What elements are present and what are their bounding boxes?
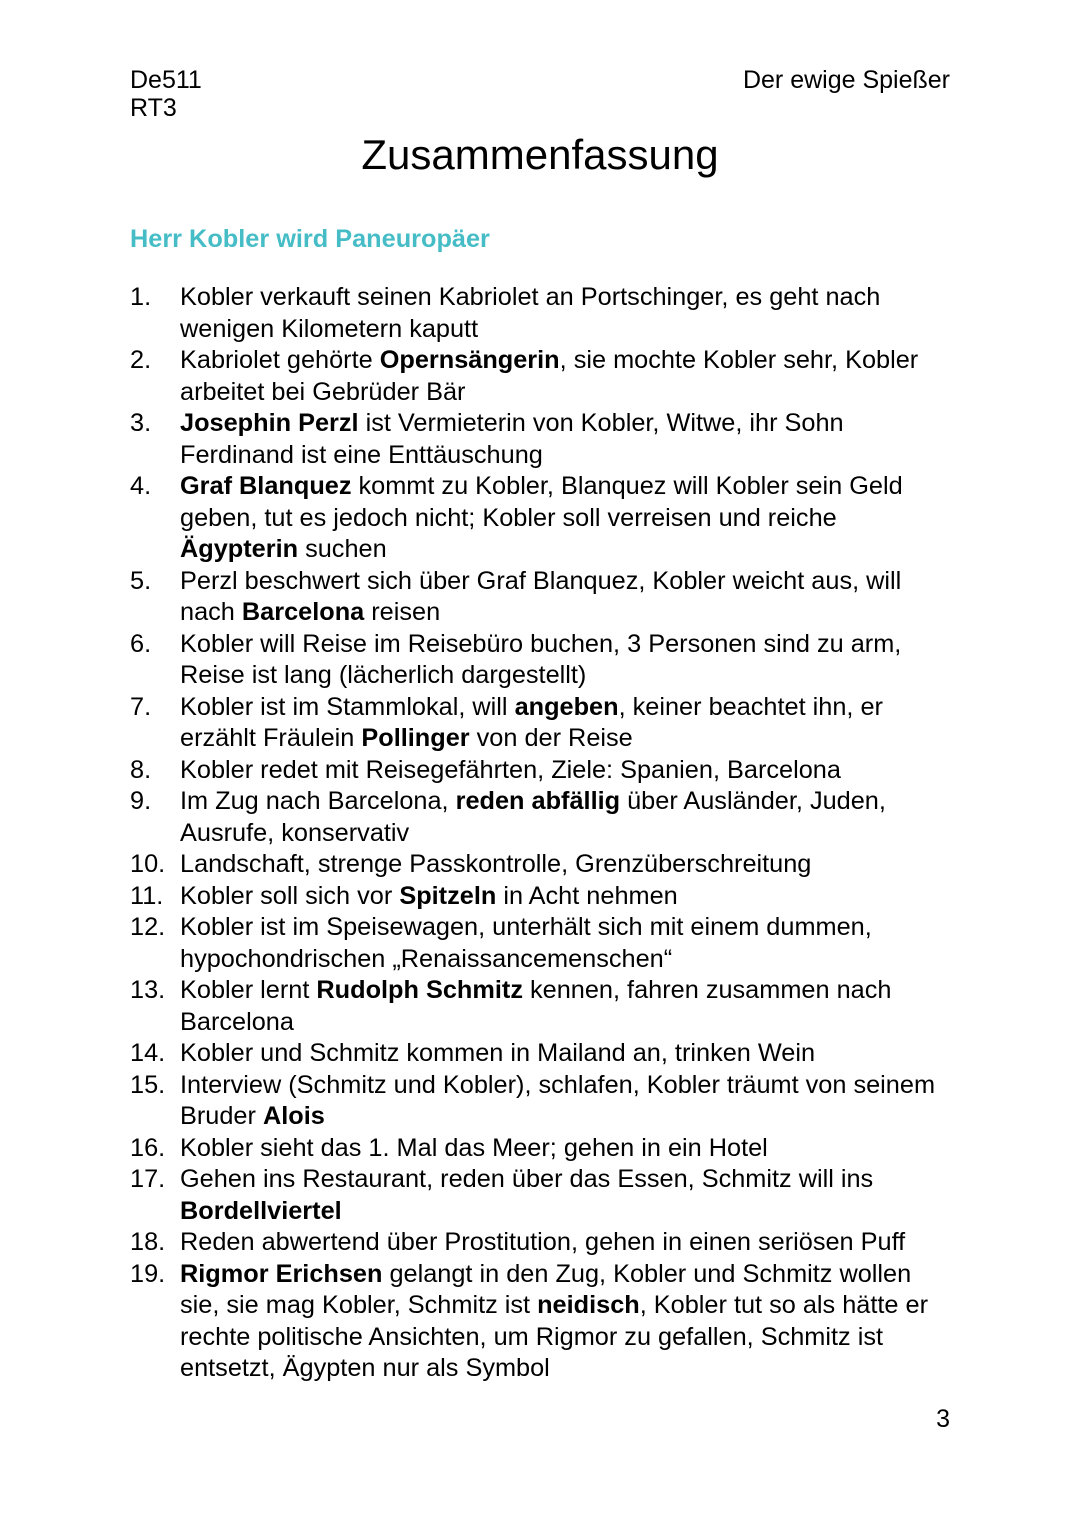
item-highlight: Ägypterin [180,535,299,563]
item-text: erzählt Fräulein [180,724,362,752]
item-line [180,1196,950,1228]
item-number: 7. [130,692,152,721]
item-line [180,881,950,913]
item-line [180,944,950,976]
item-body [180,849,950,881]
item-body [180,881,950,913]
item-line [180,755,950,787]
item-number: 9. [130,787,152,815]
item-body [180,345,950,408]
item-text: Im Zug nach Barcelona, [180,787,456,815]
list-item [130,471,950,566]
item-highlight: Rudolph Schmitz [316,976,523,1004]
list-item [130,912,950,975]
item-body [180,408,950,471]
list-item [130,692,950,755]
item-body [180,1259,950,1385]
item-highlight: Alois [262,1102,325,1130]
item-number: 6. [130,629,152,658]
item-highlight: angeben [514,692,619,721]
list-item [130,345,950,408]
item-text: nach [180,598,242,626]
item-number: 1. [130,283,152,311]
item-text: , keiner beachtet ihn, er [618,692,883,721]
item-number: 13. [130,976,166,1004]
item-line [180,314,950,346]
list-item [130,786,950,849]
item-text: Kobler redet mit Reisegefährten, Ziele: Spanien, Barcelona [180,755,841,784]
item-body [180,975,950,1038]
item-text: von der Reise [469,724,633,752]
page-number: 3 [936,1405,950,1433]
item-body [180,1070,950,1133]
list-item [130,849,950,881]
item-number: 17. [130,1165,166,1193]
item-text: Kobler und Schmitz kommen in Mailand an, trinken Wein [180,1039,816,1067]
item-line [180,912,950,944]
item-text: Reden abwertend über Prostitution, gehen in einen seriösen Puff [180,1228,906,1256]
item-line [180,471,950,503]
item-text: Kobler will Reise im Reisebüro buchen, 3 Personen sind zu arm, [180,629,902,658]
item-body [180,786,950,849]
item-number: 11. [130,881,164,910]
item-text: , Kobler tut so als hätte er [639,1291,928,1319]
item-body [180,282,950,345]
item-text: wenigen Kilometern kaputt [180,314,479,343]
item-text: gelangt in den Zug, Kobler und Schmitz wollen [382,1259,912,1288]
item-text: Landschaft, strenge Passkontrolle, Grenzüberschreitung [180,850,812,878]
item-text: Bruder [180,1102,263,1130]
item-text: Ausrufe, konservativ [180,818,410,847]
item-text: über Ausländer, Juden, [620,787,886,815]
item-body [180,1133,950,1165]
item-line [180,660,950,692]
item-body [180,692,950,755]
item-number: 15. [130,1070,166,1099]
work-title: Der ewige Spießer [742,66,950,94]
item-line [180,566,950,598]
item-number: 12. [130,913,166,941]
item-number: 4. [130,472,152,500]
item-number: 8. [130,755,152,784]
list-item [130,282,950,345]
item-highlight: neidisch [537,1291,640,1319]
item-line [180,1133,950,1165]
list-item [130,408,950,471]
item-highlight: reden abfällig [455,787,621,815]
item-text: Kobler soll sich vor [180,881,400,910]
list-item [130,881,950,913]
summary-list [130,282,950,1385]
item-text: ist Vermieterin von Kobler, Witwe, ihr Sohn [358,409,844,437]
item-text: entsetzt, Ägypten nur als Symbol [180,1354,550,1382]
item-line [180,1101,950,1133]
item-text: in Acht nehmen [496,881,678,910]
item-text: Kobler ist im Speisewagen, unterhält sich mit einem dummen, [180,913,872,941]
item-highlight: Opernsängerin [379,346,560,374]
item-line [180,692,950,724]
list-item [130,629,950,692]
page-title: Zusammenfassung [361,131,719,178]
item-line [180,534,950,566]
item-line [180,975,950,1007]
item-body [180,629,950,692]
list-item [130,975,950,1038]
item-text: Kabriolet gehörte [180,346,380,374]
course-code: De511 [130,66,202,94]
item-line [180,629,950,661]
item-line [180,1259,950,1291]
item-number: 3. [130,409,152,437]
item-text: Kobler verkauft seinen Kabriolet an Portschinger, es geht nach [180,283,881,311]
item-text: Reise ist lang (lächerlich dargestellt) [180,661,587,689]
item-highlight: Pollinger [361,724,470,752]
item-line [180,1164,950,1196]
item-line [180,1353,950,1385]
item-line [180,1070,950,1102]
item-text: Perzl beschwert sich über Graf Blanquez, Kobler weicht aus, will [180,566,902,595]
item-line [180,408,950,440]
item-line [180,1038,950,1070]
item-text: sie, sie mag Kobler, Schmitz ist [180,1291,538,1319]
list-item [130,1070,950,1133]
item-line [180,1007,950,1039]
item-text: reisen [364,598,441,626]
item-line [180,377,950,409]
header-left [130,66,202,122]
item-text: , sie mochte Kobler sehr, Kobler [559,346,919,374]
item-number: 14. [130,1039,166,1067]
item-line [180,440,950,472]
item-text: Kobler lernt [180,976,317,1004]
item-number: 5. [130,566,152,595]
item-body [180,1038,950,1070]
item-number: 2. [130,346,152,374]
item-text: Kobler sieht das 1. Mal das Meer; gehen in ein Hotel [180,1133,768,1162]
list-item [130,566,950,629]
item-body [180,1227,950,1259]
item-highlight: Rigmor Erichsen [180,1259,383,1288]
item-text: rechte politische Ansichten, um Rigmor zu gefallen, Schmitz ist [180,1322,884,1351]
item-line [180,849,950,881]
item-line [180,723,950,755]
item-text: kommt zu Kobler, Blanquez will Kobler sein Geld [351,472,903,500]
item-highlight: Barcelona [241,598,365,626]
item-body [180,912,950,975]
item-line [180,1290,950,1322]
list-item [130,755,950,787]
item-line [180,818,950,850]
item-text: geben, tut es jedoch nicht; Kobler soll verreisen und reiche [180,503,837,532]
list-item [130,1038,950,1070]
group-code: RT3 [130,94,177,122]
item-body [180,1164,950,1227]
item-text: Gehen ins Restaurant, reden über das Essen, Schmitz will ins [180,1165,874,1193]
item-body [180,471,950,566]
item-text: arbeitet bei Gebrüder Bär [180,377,466,406]
list-item [130,1259,950,1385]
item-text: Barcelona [180,1007,294,1036]
item-line [180,597,950,629]
item-text: suchen [298,535,387,563]
item-number: 16. [130,1133,166,1162]
list-item [130,1227,950,1259]
item-line [180,1227,950,1259]
item-text: hypochondrischen „Renaissancemenschen“ [180,944,673,973]
item-line [180,282,950,314]
section-heading: Herr Kobler wird Paneuropäer [130,225,490,253]
item-number: 18. [130,1228,166,1256]
item-number: 10. [130,850,166,878]
item-text: Interview (Schmitz und Kobler), schlafen, Kobler träumt von seinem [180,1070,936,1099]
item-body [180,566,950,629]
item-line [180,1322,950,1354]
item-line [180,345,950,377]
list-item [130,1164,950,1227]
item-highlight: Josephin Perzl [180,409,359,437]
item-line [180,503,950,535]
item-line [180,786,950,818]
item-highlight: Graf Blanquez [180,472,352,500]
item-number: 19. [130,1259,166,1288]
item-text: Ferdinand ist eine Enttäuschung [180,440,543,469]
item-highlight: Spitzeln [399,881,497,910]
list-item [130,1133,950,1165]
item-text: Kobler ist im Stammlokal, will [180,692,515,721]
item-highlight: Bordellviertel [180,1196,342,1225]
item-body [180,755,950,787]
item-text: kennen, fahren zusammen nach [522,976,892,1004]
